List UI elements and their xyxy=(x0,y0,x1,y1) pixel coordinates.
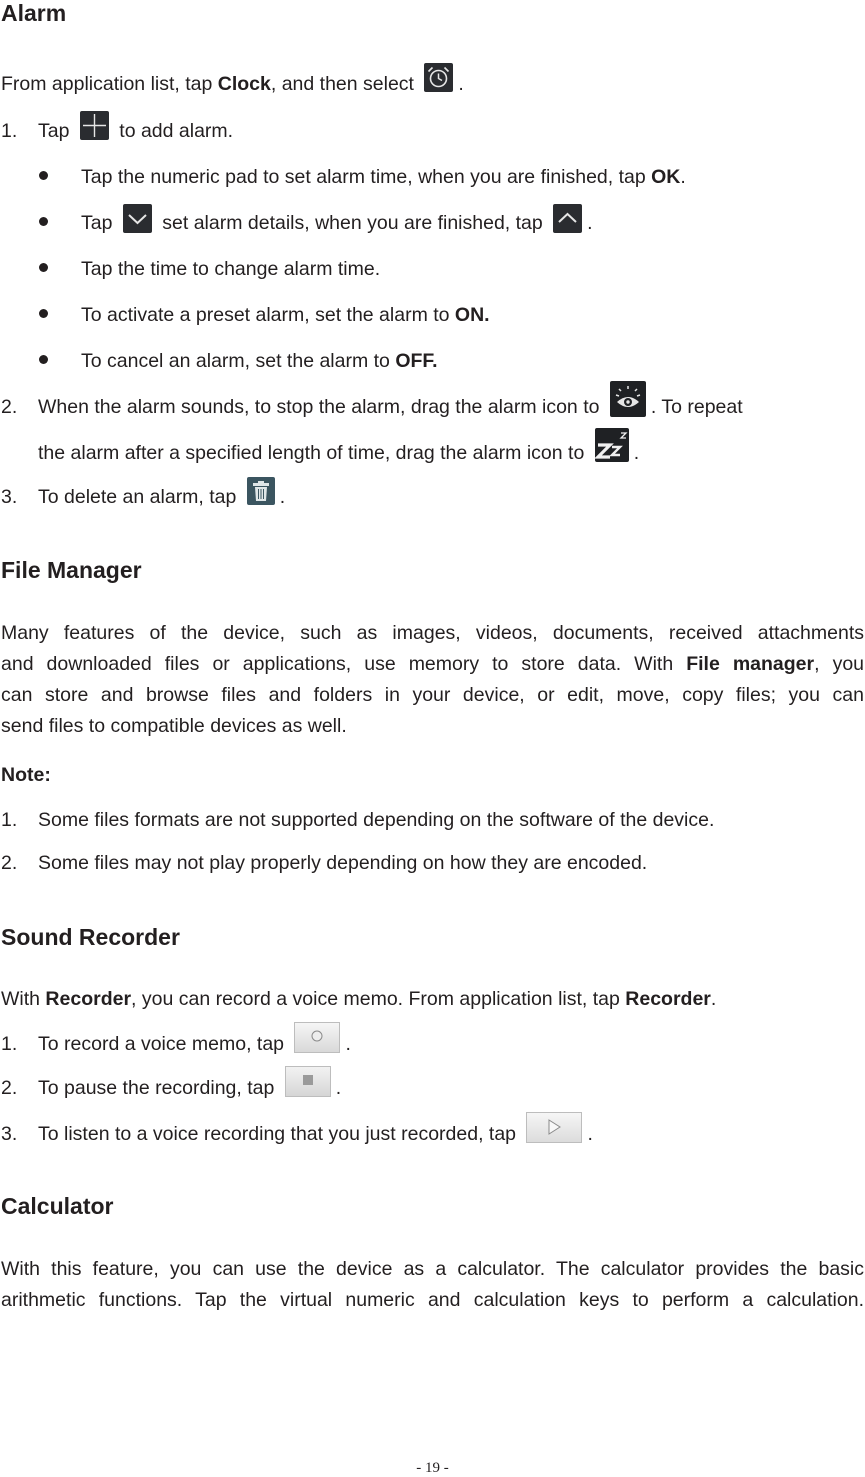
bullet xyxy=(39,217,48,226)
plus-icon xyxy=(80,111,109,140)
alarm-bullet-2: Tap set alarm details, when you are finished, tap . xyxy=(81,211,593,235)
sound-recorder-intro: With Recorder, you can record a voice memo. From application list, tap Recorder. xyxy=(1,988,717,1010)
alarm-clock-icon xyxy=(424,63,453,92)
file-manager-para-line-1: Many features of the device, such as images, videos, documents, received attachments xyxy=(1,622,864,644)
note-item-2: Some files may not play properly depending on how they are encoded. xyxy=(38,852,648,874)
step-number: 2. xyxy=(1,852,18,874)
eye-icon xyxy=(610,381,646,417)
alarm-heading: Alarm xyxy=(1,0,67,26)
file-manager-heading: File Manager xyxy=(1,557,142,583)
step-number: 1. xyxy=(1,120,18,142)
recorder-step-3: To listen to a voice recording that you just recorded, tap . xyxy=(38,1122,593,1146)
sound-recorder-heading: Sound Recorder xyxy=(1,924,180,950)
bullet xyxy=(39,355,48,364)
alarm-step-3: To delete an alarm, tap . xyxy=(38,485,285,509)
trash-icon xyxy=(247,477,275,505)
step-number: 3. xyxy=(1,486,18,508)
snooze-zz-icon xyxy=(595,428,629,462)
step-number: 2. xyxy=(1,396,18,418)
alarm-step-2: When the alarm sounds, to stop the alarm, drag the alarm icon to . To repeat xyxy=(38,395,743,419)
file-manager-para-line-4: send files to compatible devices as well. xyxy=(1,715,347,737)
calculator-para-line-1: With this feature, you can use the device as a calculator. The calculator provides the basic xyxy=(1,1258,864,1280)
alarm-intro: From application list, tap Clock, and then select . xyxy=(1,72,464,96)
calculator-heading: Calculator xyxy=(1,1193,114,1219)
stop-icon xyxy=(285,1066,331,1097)
note-label: Note: xyxy=(1,764,51,786)
chevron-up-icon xyxy=(553,204,582,233)
alarm-bullet-5: To cancel an alarm, set the alarm to OFF. xyxy=(81,350,438,372)
alarm-bullet-3: Tap the time to change alarm time. xyxy=(81,258,381,280)
chevron-down-icon xyxy=(123,204,152,233)
play-icon xyxy=(526,1112,582,1143)
record-icon xyxy=(294,1022,340,1053)
step-number: 3. xyxy=(1,1123,18,1145)
alarm-step-1: Tap to add alarm. xyxy=(38,119,233,143)
alarm-step-2-cont: the alarm after a specified length of time, drag the alarm icon to . xyxy=(38,441,639,465)
bullet xyxy=(39,171,48,180)
step-number: 1. xyxy=(1,809,18,831)
step-number: 2. xyxy=(1,1077,18,1099)
file-manager-para-line-2: and downloaded files or applications, use memory to store data. With File manager, you xyxy=(1,653,865,675)
recorder-step-1: To record a voice memo, tap . xyxy=(38,1032,351,1056)
bullet xyxy=(39,309,48,318)
recorder-step-2: To pause the recording, tap . xyxy=(38,1076,341,1100)
alarm-bullet-4: To activate a preset alarm, set the alarm to ON. xyxy=(81,304,490,326)
page-number: - 19 - xyxy=(416,1460,449,1476)
step-number: 1. xyxy=(1,1033,18,1055)
file-manager-para-line-3: can store and browse files and folders in your device, or edit, move, copy files; you can xyxy=(1,684,864,706)
bullet xyxy=(39,263,48,272)
alarm-bullet-1: Tap the numeric pad to set alarm time, when you are finished, tap OK. xyxy=(81,166,686,188)
calculator-para-line-2: arithmetic functions. Tap the virtual numeric and calculation keys to perform a calculation. xyxy=(1,1289,864,1311)
note-item-1: Some files formats are not supported depending on the software of the device. xyxy=(38,809,715,831)
